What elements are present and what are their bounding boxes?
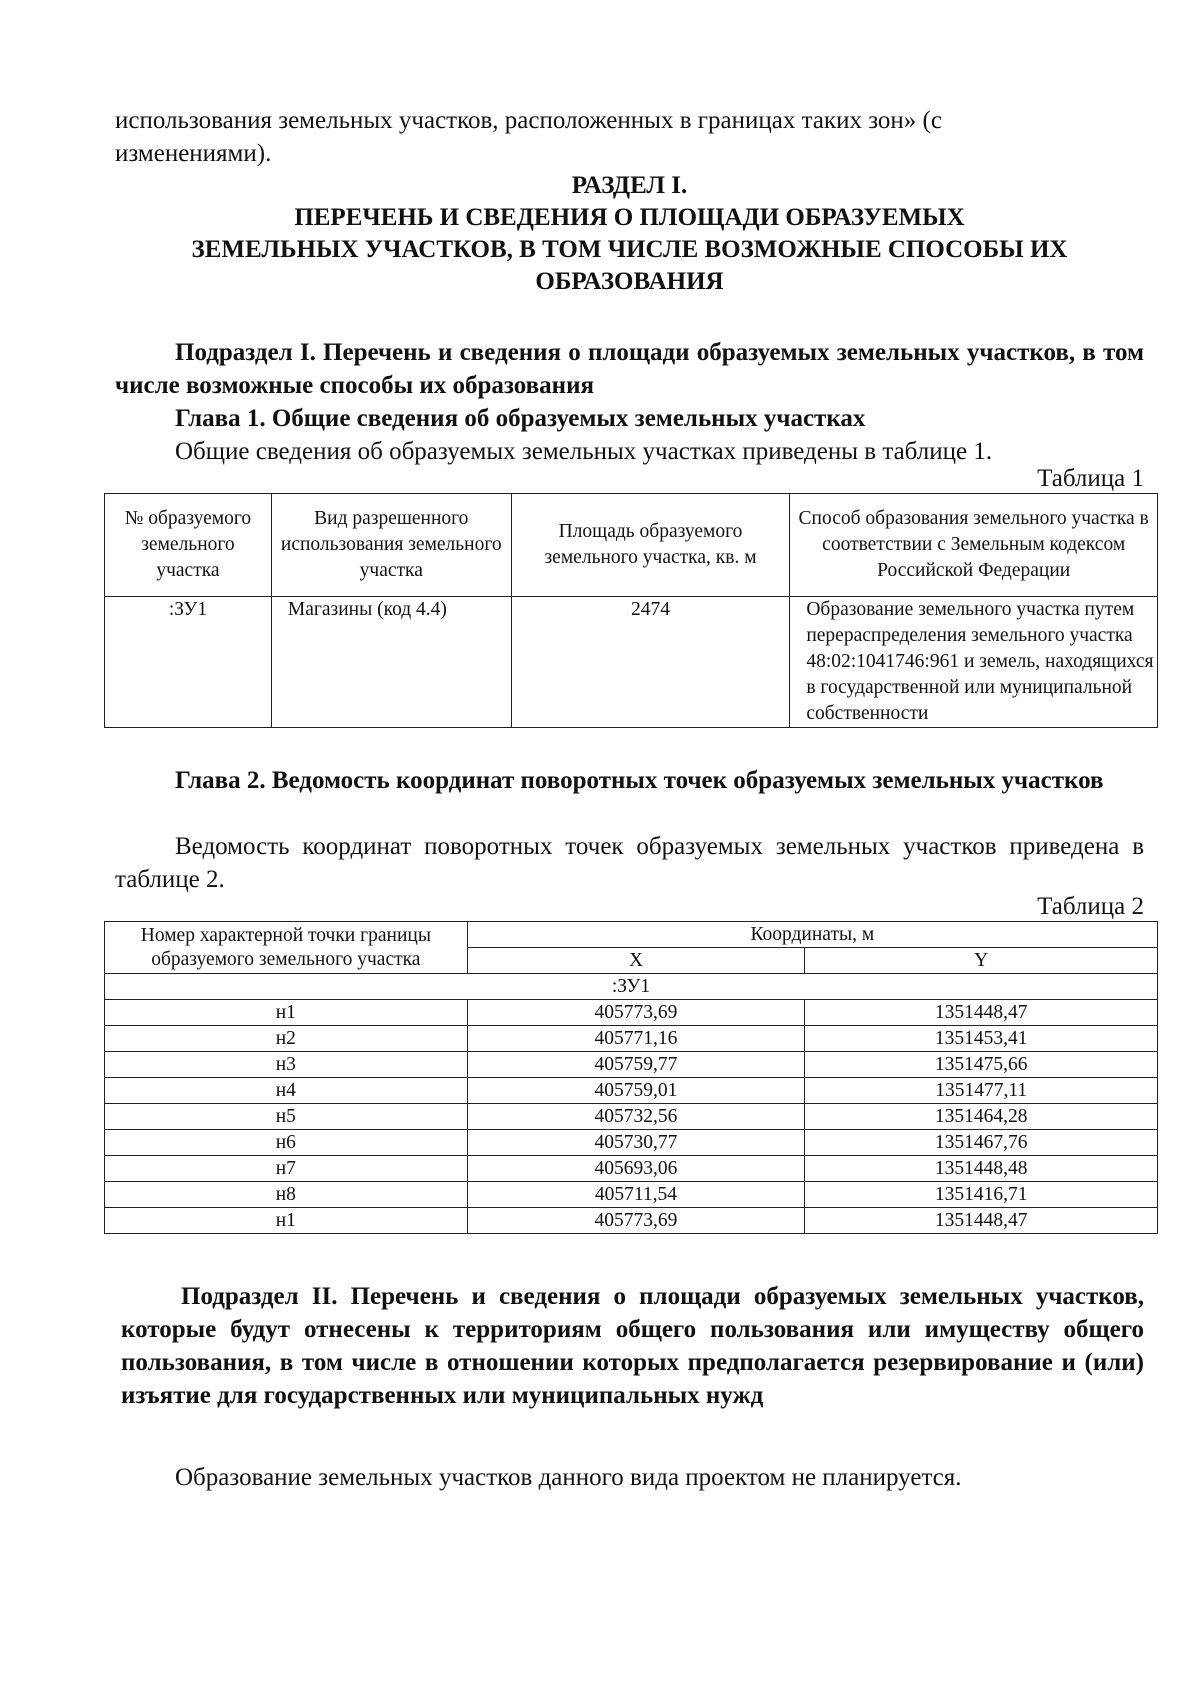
section-title-line: РАЗДЕЛ I. — [571, 172, 688, 199]
table-2-cell-x: 405759,01 — [467, 1078, 805, 1104]
subsection-2-text: Образование земельных участков данного вида проектом не планируется. — [175, 1464, 962, 1491]
table-2-cell-x: 405732,56 — [467, 1104, 805, 1130]
section-subtitle-line-2: ЗЕМЕЛЬНЫХ УЧАСТКОВ, В ТОМ ЧИСЛЕ ВОЗМОЖНЫЕ СПОСОБЫ ИХ — [191, 236, 1068, 263]
subsection-2-heading: Подраздел II. Перечень и сведения о площади образуемых земельных участков, которые будут отнесены к территориям общего пользования или имуществу общего пользования, в том числе в отношении которых предполагается резервирование и (или) изъятие для государственных или муниципальных нужд — [121, 1283, 1144, 1409]
table-2-cell-x: 405773,69 — [467, 1000, 805, 1026]
table-2-caption: Таблица 2 — [1037, 893, 1144, 920]
table-2-cell-point: н4 — [105, 1078, 468, 1104]
table-2-cell-y: 1351448,48 — [805, 1156, 1158, 1182]
table-2-cell-y: 1351453,41 — [805, 1026, 1158, 1052]
table-1-header-use: Вид разрешенного использования земельного участка — [271, 494, 511, 597]
table-1-header-area: Площадь образуемого земельного участка, кв. м — [511, 494, 790, 597]
intro-line-1: использования земельных участков, расположенных в границах таких зон» (с — [115, 107, 942, 134]
table-1-header-id: № образуемого земельного участка — [105, 494, 272, 597]
table-1-header-method: Способ образования земельного участка в соответствии с Земельным кодексом Российской Федерации — [790, 494, 1158, 597]
subsection-1-heading: Подраздел I. Перечень и сведения о площади образуемых земельных участков, в том числе возможные способы их образования — [115, 339, 1144, 399]
table-2-cell-x: 405773,69 — [467, 1208, 805, 1234]
table-1-cell-id: :ЗУ1 — [105, 597, 272, 728]
section-title — [115, 170, 1144, 298]
table-row — [105, 1000, 1158, 1026]
table-2-header-y: Y — [805, 948, 1158, 974]
table-2-cell-x: 405771,16 — [467, 1026, 805, 1052]
table-2-cell-x: 405759,77 — [467, 1052, 805, 1078]
table-row — [105, 1182, 1158, 1208]
table-2-cell-x: 405730,77 — [467, 1130, 805, 1156]
table-1-cell-method: Образование земельного участка путем перераспределения земельного участка 48:02:1041746:961 и земель, находящихся в государственной или муниципальной собственности — [790, 597, 1158, 728]
table-2-cell-point: н8 — [105, 1182, 468, 1208]
table-2-cell-x: 405693,06 — [467, 1156, 805, 1182]
table-2-cell-y: 1351467,76 — [805, 1130, 1158, 1156]
table-2-cell-point: н1 — [105, 1208, 468, 1234]
table-2-cell-y: 1351464,28 — [805, 1104, 1158, 1130]
table-1-cell-area: 2474 — [511, 597, 790, 728]
chapter-2-heading: Глава 2. Ведомость координат поворотных точек образуемых земельных участков — [175, 767, 1104, 794]
table-2-cell-x: 405711,54 — [467, 1182, 805, 1208]
table-2-cell-y: 1351416,71 — [805, 1182, 1158, 1208]
table-2-header-row — [105, 922, 1158, 948]
table-2-cell-y: 1351448,47 — [805, 1000, 1158, 1026]
table-1 — [104, 493, 1158, 728]
table-1-caption: Таблица 1 — [1037, 465, 1144, 492]
intro-paragraph — [115, 104, 1144, 170]
table-2 — [104, 921, 1158, 1234]
table-2-header-x: X — [467, 948, 805, 974]
chapter-1-heading: Глава 1. Общие сведения об образуемых земельных участках — [175, 405, 866, 432]
table-2-cell-y: 1351475,66 — [805, 1052, 1158, 1078]
table-2-cell-y: 1351477,11 — [805, 1078, 1158, 1104]
table-2-group-row — [105, 974, 1158, 1000]
table-2-cell-point: н7 — [105, 1156, 468, 1182]
table-2-header-point: Номер характерной точки границы образуемого земельного участка — [105, 922, 468, 974]
table-row — [105, 1156, 1158, 1182]
table-2-cell-point: н1 — [105, 1000, 468, 1026]
section-subtitle-line-3: ОБРАЗОВАНИЯ — [535, 268, 724, 295]
table-row — [105, 1026, 1158, 1052]
table-2-cell-y: 1351448,47 — [805, 1208, 1158, 1234]
table-2-cell-point: н5 — [105, 1104, 468, 1130]
table-2-cell-point: н3 — [105, 1052, 468, 1078]
table-2-cell-point: н2 — [105, 1026, 468, 1052]
table-2-group-label: :ЗУ1 — [105, 974, 1158, 1000]
table-row — [105, 1078, 1158, 1104]
table-1-header-row — [105, 494, 1158, 597]
table-2-cell-point: н6 — [105, 1130, 468, 1156]
chapter-1-text: Общие сведения об образуемых земельных участках приведены в таблице 1. — [175, 438, 993, 465]
intro-line-2: изменениями). — [115, 140, 272, 167]
chapter-2-text: Ведомость координат поворотных точек образуемых земельных участков приведена в таблице 2. — [115, 833, 1144, 893]
table-2-header-coords: Координаты, м — [467, 922, 1157, 948]
section-subtitle-line-1: ПЕРЕЧЕНЬ И СВЕДЕНИЯ О ПЛОЩАДИ ОБРАЗУЕМЫХ — [294, 204, 965, 231]
table-row — [105, 597, 1158, 728]
table-1-cell-use: Магазины (код 4.4) — [271, 597, 511, 728]
table-row — [105, 1104, 1158, 1130]
table-row — [105, 1208, 1158, 1234]
table-row — [105, 1052, 1158, 1078]
table-row — [105, 1130, 1158, 1156]
